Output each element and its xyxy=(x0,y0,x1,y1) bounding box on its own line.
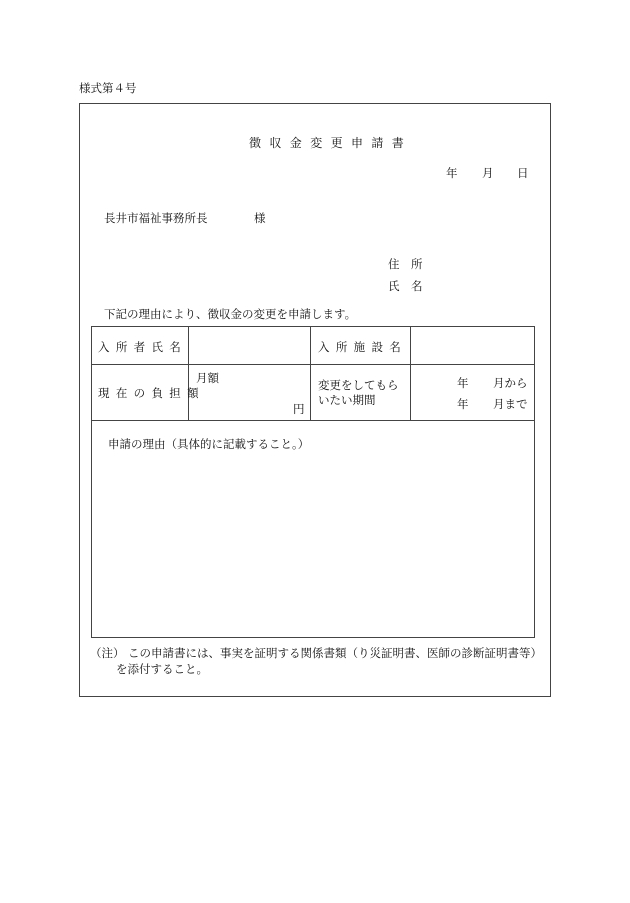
reason-field[interactable] xyxy=(92,455,534,636)
form-number: 様式第４号 xyxy=(79,81,137,95)
date-day-label: 日 xyxy=(517,166,529,180)
change-period-field[interactable] xyxy=(411,365,533,419)
yen-label: 円 xyxy=(293,402,305,416)
note-line1: この申請書には、事実を証明する関係書類（り災証明書、医師の診断証明書等） xyxy=(128,646,542,660)
note-prefix: （注） xyxy=(90,646,125,660)
addressee-honorific: 様 xyxy=(254,211,266,225)
note-line2: を添付すること。 xyxy=(116,662,208,676)
current-burden-label: 現在の負担額 xyxy=(98,386,205,400)
resident-name-label: 入所者氏名 xyxy=(98,340,188,354)
applicant-name-label: 氏 名 xyxy=(388,279,423,293)
addressee-office: 長井市福祉事務所長 xyxy=(104,211,208,225)
intro-text: 下記の理由により、徴収金の変更を申請します。 xyxy=(104,307,357,321)
monthly-amount-label: 月額 xyxy=(196,371,219,385)
change-period-label-line1: 変更をしてもら xyxy=(318,378,399,392)
facility-name-label: 入所施設名 xyxy=(318,340,408,354)
from-month-label: 月から xyxy=(493,376,528,390)
reason-label: 申請の理由（具体的に記載すること。） xyxy=(108,437,310,451)
form-title: 徴収金変更申請書 xyxy=(249,136,413,150)
to-year-label: 年 xyxy=(457,397,469,411)
from-year-label: 年 xyxy=(457,376,469,390)
current-burden-field[interactable] xyxy=(189,365,309,419)
resident-name-field[interactable] xyxy=(189,327,309,363)
date-year-label: 年 xyxy=(446,166,458,180)
facility-name-field[interactable] xyxy=(411,327,533,363)
applicant-address-label: 住 所 xyxy=(388,257,423,271)
to-month-label: 月まで xyxy=(493,397,528,411)
table-column-divider xyxy=(310,326,311,421)
date-month-label: 月 xyxy=(482,166,494,180)
table-row-divider xyxy=(91,420,535,421)
change-period-label-line2: いたい期間 xyxy=(318,393,376,407)
